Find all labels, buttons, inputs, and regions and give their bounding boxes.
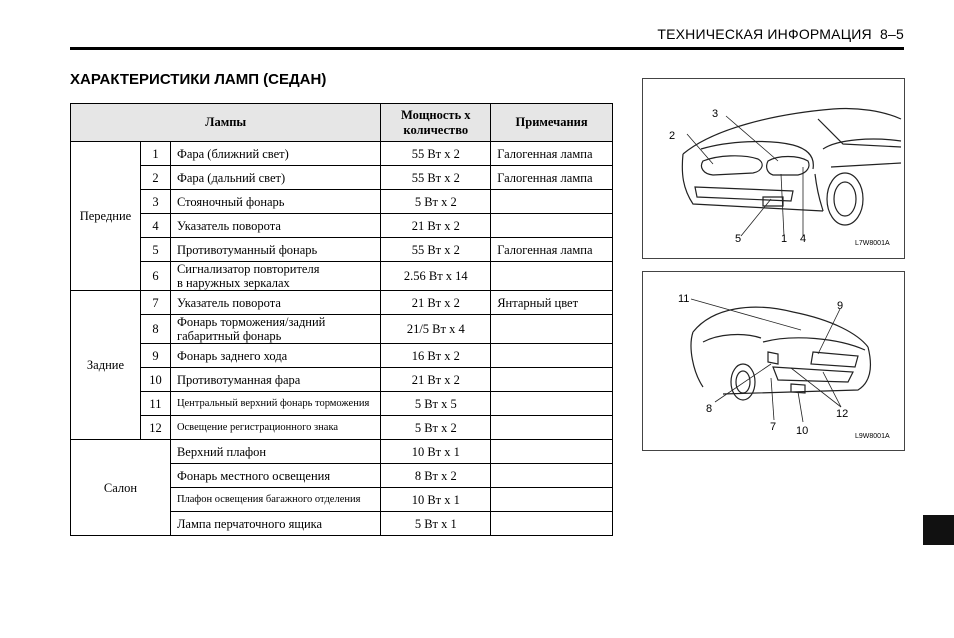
lamp-power: 5 Вт x 5 — [381, 392, 491, 416]
lamp-note — [491, 416, 613, 440]
header-lamps: Лампы — [71, 104, 381, 142]
figure-code: L7W8001A — [855, 240, 890, 247]
lamp-power: 21 Вт x 2 — [381, 368, 491, 392]
lamp-name-line: габаритный фонарь — [176, 329, 282, 343]
lamp-note: Янтарный цвет — [491, 291, 613, 315]
lamp-name-line: в наружных зеркалах — [176, 276, 290, 290]
group-front: Передние — [71, 142, 141, 291]
group-cabin: Салон — [71, 440, 171, 536]
table-row — [71, 416, 613, 440]
lamp-power: 5 Вт x 2 — [381, 190, 491, 214]
lamp-note — [491, 368, 613, 392]
lamp-note — [491, 344, 613, 368]
lamp-note — [491, 315, 613, 344]
lamp-name: Противотуманный фонарь — [170, 238, 380, 262]
row-number: 5 — [140, 238, 170, 262]
callout-label: 7 — [770, 421, 777, 433]
row-number: 6 — [140, 262, 170, 291]
lamp-power: 21 Вт x 2 — [381, 214, 491, 238]
lamp-power: 5 Вт x 2 — [381, 416, 491, 440]
table-row — [71, 190, 613, 214]
lamp-note: Галогенная лампа — [491, 166, 613, 190]
table-row — [71, 238, 613, 262]
table-row — [71, 368, 613, 392]
lamp-name: Плафон освещения багажного отделения — [170, 488, 380, 512]
lamp-name — [170, 262, 380, 291]
lamp-name — [170, 315, 380, 344]
row-number: 1 — [140, 142, 170, 166]
table-row — [71, 214, 613, 238]
lamp-note — [491, 190, 613, 214]
lamp-note — [491, 464, 613, 488]
lamp-note: Галогенная лампа — [491, 142, 613, 166]
callout-label: 9 — [837, 300, 844, 312]
lamp-power: 10 Вт x 1 — [381, 440, 491, 464]
lamp-note: Галогенная лампа — [491, 238, 613, 262]
table-row — [71, 440, 613, 464]
lamp-name: Верхний плафон — [170, 440, 380, 464]
lamp-name: Указатель поворота — [170, 214, 380, 238]
row-number: 2 — [140, 166, 170, 190]
callout-label: 2 — [669, 130, 676, 142]
callout-label: 3 — [712, 108, 719, 120]
lamp-spec-table — [70, 103, 613, 536]
table-row — [71, 392, 613, 416]
row-number: 12 — [140, 416, 170, 440]
figure-code: L9W8001A — [855, 433, 890, 440]
table-row — [71, 166, 613, 190]
row-number: 8 — [140, 315, 170, 344]
lamp-name: Указатель поворота — [170, 291, 380, 315]
table-row — [71, 315, 613, 344]
page-number: 8–5 — [880, 26, 904, 42]
row-number: 11 — [140, 392, 170, 416]
callout-label: 10 — [796, 425, 809, 437]
lamp-power: 2.56 Вт x 14 — [381, 262, 491, 291]
lamp-name-line: Сигнализатор повторителя — [176, 262, 320, 276]
lamp-name: Фара (ближний свет) — [170, 142, 380, 166]
row-number: 7 — [140, 291, 170, 315]
lamp-power: 5 Вт x 1 — [381, 512, 491, 536]
lamp-name: Фонарь заднего хода — [170, 344, 380, 368]
lamp-name: Фонарь местного освещения — [170, 464, 380, 488]
lamp-note — [491, 440, 613, 464]
header-notes: Примечания — [491, 104, 613, 142]
section-title: ХАРАКТЕРИСТИКИ ЛАМП (СЕДАН) — [70, 71, 327, 88]
row-number: 9 — [140, 344, 170, 368]
lamp-name-line: Фонарь торможения/задний — [176, 315, 326, 329]
lamp-note — [491, 214, 613, 238]
lamp-name: Освещение регистрационного знака — [170, 416, 380, 440]
lamp-power: 21/5 Вт x 4 — [381, 315, 491, 344]
lamp-name: Центральный верхний фонарь торможения — [170, 392, 380, 416]
front-car-illustration — [643, 79, 904, 258]
lamp-name: Фара (дальний свет) — [170, 166, 380, 190]
lamp-name: Лампа перчаточного ящика — [170, 512, 380, 536]
row-number: 10 — [140, 368, 170, 392]
callout-label: 1 — [781, 233, 788, 245]
lamp-note — [491, 512, 613, 536]
row-number: 3 — [140, 190, 170, 214]
lamp-name: Стояночный фонарь — [170, 190, 380, 214]
section-tab-marker — [923, 515, 954, 545]
lamp-note — [491, 488, 613, 512]
header-power: Мощность x количество — [381, 104, 491, 142]
group-rear: Задние — [71, 291, 141, 440]
rear-car-figure — [642, 271, 905, 451]
header-rule — [70, 47, 904, 50]
page-header — [657, 26, 904, 42]
table-row — [71, 262, 613, 291]
callout-label: 8 — [706, 403, 713, 415]
table-row — [71, 291, 613, 315]
lamp-power: 10 Вт x 1 — [381, 488, 491, 512]
callout-label: 4 — [800, 233, 807, 245]
table-header-row — [71, 104, 613, 142]
callout-label: 12 — [836, 408, 849, 420]
front-car-figure — [642, 78, 905, 259]
callout-label: 11 — [678, 293, 690, 305]
lamp-power: 8 Вт x 2 — [381, 464, 491, 488]
rear-car-illustration — [643, 272, 904, 450]
table-row — [71, 142, 613, 166]
lamp-power: 55 Вт x 2 — [381, 238, 491, 262]
lamp-note — [491, 262, 613, 291]
lamp-note — [491, 392, 613, 416]
table-row — [71, 344, 613, 368]
row-number: 4 — [140, 214, 170, 238]
lamp-name: Противотуманная фара — [170, 368, 380, 392]
lamp-power: 55 Вт x 2 — [381, 142, 491, 166]
header-title: ТЕХНИЧЕСКАЯ ИНФОРМАЦИЯ — [657, 26, 872, 42]
lamp-power: 21 Вт x 2 — [381, 291, 491, 315]
lamp-power: 55 Вт x 2 — [381, 166, 491, 190]
lamp-power: 16 Вт x 2 — [381, 344, 491, 368]
callout-label: 5 — [735, 233, 742, 245]
